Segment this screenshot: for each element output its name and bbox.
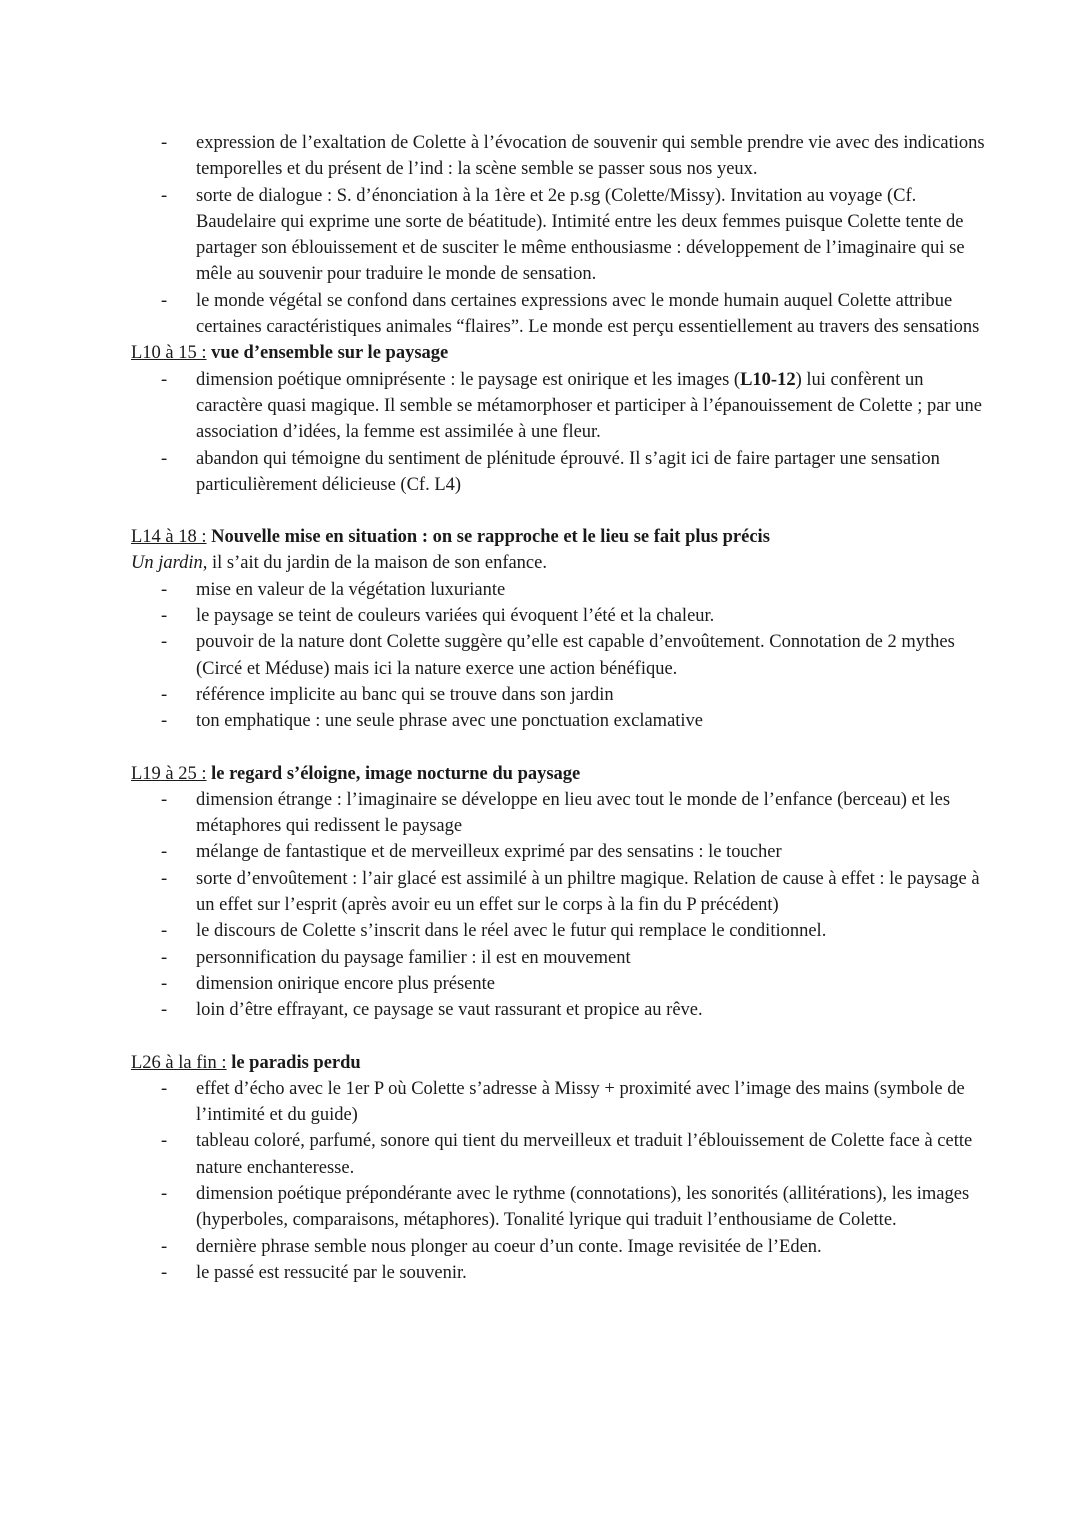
bullet-text: le paysage se teint de couleurs variées qui évoquent l’été et la chaleur. — [196, 606, 715, 627]
intro-emphasis: Un jardin — [131, 553, 203, 574]
list-item — [131, 367, 991, 446]
bullet-text: sorte de dialogue : S. d’énonciation à la 1ère et 2e p.sg (Colette/Missy). Invitation au voyage (Cf. Baudelaire qui exprime une sorte de béatitude). Intimité entre les deux femmes puisque Colette tente de partager son éblouissement et de susciter le même enthousiasme : développement de l’imaginaire qui se mêle au souvenir pour traduire le monde de sensation. — [196, 185, 965, 285]
list-item — [131, 183, 991, 288]
bullet-text: tableau coloré, parfumé, sonore qui tient du merveilleux et traduit l’éblouissement de Colette face à cette nature enchanteresse. — [196, 1131, 973, 1178]
list-item — [131, 866, 991, 919]
bullet-dash: - — [161, 947, 168, 968]
section-bullet-list — [131, 1076, 991, 1286]
bullet-dash: - — [161, 1262, 168, 1283]
section-l26-fin — [131, 1050, 991, 1287]
section-l10-15 — [131, 340, 991, 498]
list-item — [131, 603, 991, 629]
section-title: vue d’ensemble sur le paysage — [211, 343, 449, 364]
bullet-text: le passé est ressucité par le souvenir. — [196, 1262, 467, 1283]
bullet-dash: - — [161, 1000, 168, 1021]
section-heading — [131, 761, 991, 787]
list-item — [131, 1181, 991, 1234]
bullet-text: expression de l’exaltation de Colette à l’évocation de souvenir qui semble prendre vie avec des indications temporelles et du présent de l’ind : la scène semble se passer sous nos yeux. — [196, 133, 985, 180]
section-heading — [131, 1050, 991, 1076]
bullet-dash: - — [161, 579, 168, 600]
section-title: le regard s’éloigne, image nocturne du paysage — [211, 763, 581, 784]
section-l14-18 — [131, 524, 991, 734]
bullet-text: pouvoir de la nature dont Colette suggère qu’elle est capable d’envoûtement. Connotation de 2 mythes (Circé et Méduse) mais ici la nature exerce une action bénéfique. — [196, 632, 955, 679]
bullet-text: effet d’écho avec le 1er P où Colette s’adresse à Missy + proximité avec l’image des mains (symbole de l’intimité et du guide) — [196, 1078, 965, 1126]
intro-bullet-list — [131, 130, 991, 340]
bullet-dash: - — [161, 1183, 168, 1204]
bullet-dash: - — [161, 185, 168, 206]
bullet-dash: - — [161, 868, 168, 889]
line-reference: L10 à 15 : — [131, 343, 207, 364]
section-heading — [131, 340, 991, 366]
bullet-dash: - — [161, 789, 168, 810]
list-item — [131, 130, 991, 183]
bullet-text: le discours de Colette s’inscrit dans le réel avec le futur qui remplace le conditionnel. — [196, 921, 827, 942]
list-item — [131, 971, 991, 997]
list-item — [131, 997, 991, 1023]
section-intro — [131, 550, 991, 576]
bullet-text: dimension onirique encore plus présente — [196, 973, 495, 994]
bullet-text: dimension poétique omniprésente : le paysage est onirique et les images ( — [196, 369, 741, 390]
list-item — [131, 839, 991, 865]
list-item — [131, 708, 991, 734]
bullet-dash: - — [161, 606, 168, 627]
bullet-dash: - — [161, 973, 168, 994]
list-item — [131, 787, 991, 840]
bullet-text: abandon qui témoigne du sentiment de plénitude éprouvé. Il s’agit ici de faire partager une sensation particulièrement délicieuse (Cf. L4) — [196, 448, 940, 495]
line-reference: L14 à 18 : — [131, 527, 207, 548]
bullet-text: ton emphatique : une seule phrase avec une ponctuation exclamative — [196, 711, 704, 732]
line-reference: L26 à la fin : — [131, 1052, 227, 1073]
line-reference: L19 à 25 : — [131, 763, 207, 784]
list-item — [131, 446, 991, 499]
section-title: Nouvelle mise en situation : on se rapproche et le lieu se fait plus précis — [211, 527, 770, 548]
bullet-dash: - — [161, 1236, 168, 1257]
section-bullet-list — [131, 367, 991, 498]
section-title: le paradis perdu — [231, 1052, 361, 1073]
bullet-dash: - — [161, 448, 168, 469]
section-heading — [131, 524, 991, 550]
document-content — [131, 130, 991, 1286]
bullet-dash: - — [161, 684, 168, 705]
section-l19-25 — [131, 761, 991, 1024]
bullet-dash: - — [161, 921, 168, 942]
bullet-text: sorte d’envoûtement : l’air glacé est assimilé à un philtre magique. Relation de cause à effet : le paysage à un effet sur l’esprit (après avoir eu un effet sur le corps à la fin du P précédent) — [196, 868, 980, 916]
bullet-text: dimension étrange : l’imaginaire se développe en lieu avec tout le monde de l’enfance (berceau) et les métaphores qui redissent le paysage — [196, 789, 951, 837]
list-item — [131, 1128, 991, 1181]
list-item — [131, 682, 991, 708]
bullet-text: dimension poétique prépondérante avec le rythme (connotations), les sonorités (allitérations), les images (hyperboles, comparaisons, métaphores). Tonalité lyrique qui traduit l’enthousiame de Colette. — [196, 1183, 970, 1231]
bullet-text: mise en valeur de la végétation luxuriante — [196, 579, 506, 600]
bullet-dash: - — [161, 133, 168, 153]
list-item — [131, 577, 991, 603]
bullet-dash: - — [161, 1078, 168, 1099]
list-item — [131, 945, 991, 971]
bullet-text: ) lui confèrent un caractère quasi magique. Il semble se métamorphoser et participer à l’épanouissement de Colette ; par une association d’idées, la femme est assimilée à une fleur. — [196, 369, 982, 443]
bullet-dash: - — [161, 1131, 168, 1152]
section-bullet-list — [131, 577, 991, 735]
list-item — [131, 1076, 991, 1129]
bullet-text: référence implicite au banc qui se trouve dans son jardin — [196, 684, 614, 705]
bullet-text: personnification du paysage familier : il est en mouvement — [196, 947, 631, 968]
list-item — [131, 629, 991, 682]
bullet-text: loin d’être effrayant, ce paysage se vaut rassurant et propice au rêve. — [196, 1000, 703, 1021]
list-item — [131, 1260, 991, 1286]
bullet-dash: - — [161, 842, 168, 863]
list-item — [131, 1234, 991, 1260]
bullet-bold-ref: L10-12 — [740, 369, 796, 390]
list-item — [131, 918, 991, 944]
bullet-dash: - — [161, 369, 168, 390]
bullet-dash: - — [161, 290, 168, 311]
section-bullet-list — [131, 787, 991, 1024]
bullet-dash: - — [161, 711, 168, 732]
bullet-dash: - — [161, 632, 168, 653]
bullet-text: dernière phrase semble nous plonger au coeur d’un conte. Image revisitée de l’Eden. — [196, 1236, 822, 1257]
bullet-text: le monde végétal se confond dans certaines expressions avec le monde humain auquel Colette attribue certaines caractéristiques animales “flaires”. Le monde est perçu essentiellement au travers des sensations — [196, 290, 980, 338]
intro-text: , il s’ait du jardin de la maison de son enfance. — [202, 553, 547, 574]
bullet-text: mélange de fantastique et de merveilleux exprimé par des sensatins : le toucher — [196, 842, 782, 863]
list-item — [131, 288, 991, 341]
